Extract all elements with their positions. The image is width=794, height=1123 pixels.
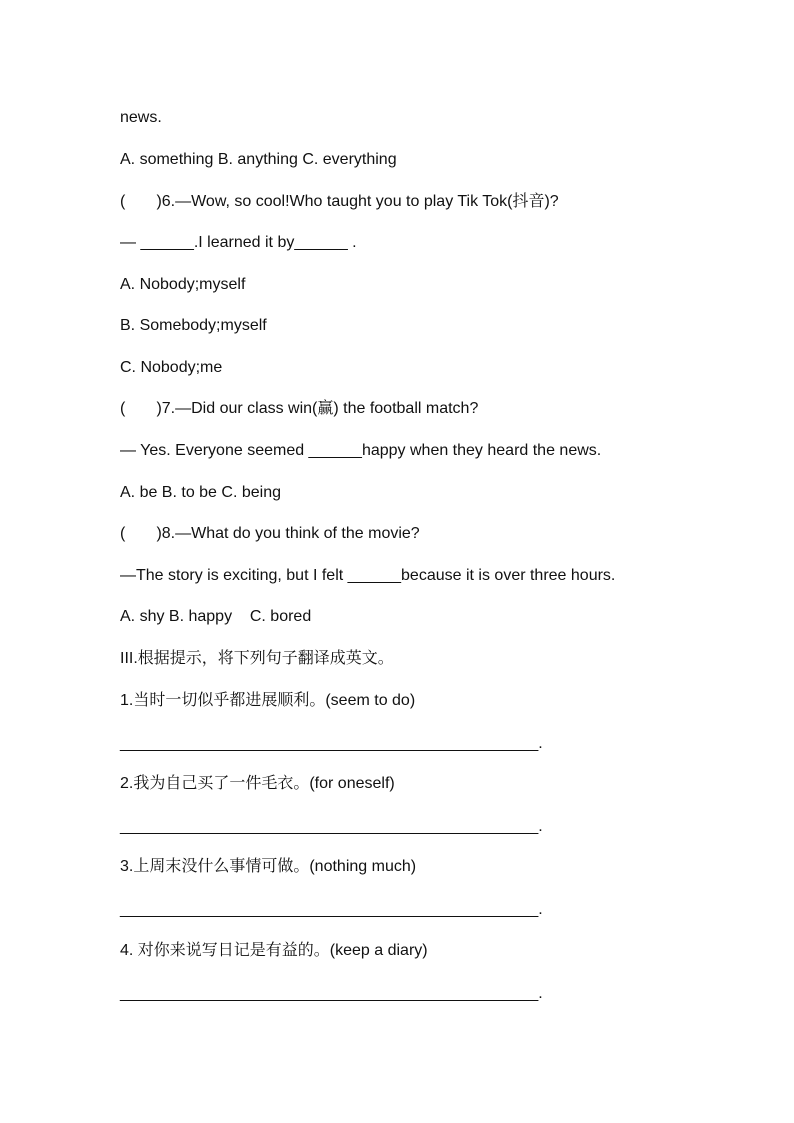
q8-options: A. shy B. happy C. bored — [120, 608, 312, 625]
translation-item-1: 1.当时一切似乎都进展顺利。(seem to do) — [120, 692, 416, 709]
q6-response: — ______.I learned it by______ . — [120, 234, 357, 251]
translation-item-2: 2.我为自己买了一件毛衣。(for oneself) — [120, 775, 395, 792]
answer-blank-2: _______________________________________________. — [120, 818, 543, 835]
q7-question: ( )7.—Did our class win(赢) the football match? — [120, 400, 479, 417]
answer-blank-3: _______________________________________________. — [120, 901, 543, 918]
q7-response: — Yes. Everyone seemed ______happy when they heard the news. — [120, 442, 602, 459]
section-heading: III.根据提示，将下列句子翻译成英文。 — [120, 650, 394, 667]
answer-blank-1: _______________________________________________. — [120, 735, 543, 752]
q8-question: ( )8.—What do you think of the movie? — [120, 525, 420, 542]
q6-option-a: A. Nobody;myself — [120, 276, 246, 293]
q8-response: —The story is exciting, but I felt ______because it is over three hours. — [120, 567, 616, 584]
translation-item-4: 4. 对你来说写日记是有益的。(keep a diary) — [120, 942, 428, 959]
q6-option-c: C. Nobody;me — [120, 359, 223, 376]
translation-item-3: 3.上周末没什么事情可做。(nothing much) — [120, 858, 417, 875]
text-line-news: news. — [120, 109, 162, 126]
q7-options: A. be B. to be C. being — [120, 484, 281, 501]
q6-question: ( )6.—Wow, so cool!Who taught you to play Tik Tok(抖音)? — [120, 193, 559, 210]
answer-blank-4: _______________________________________________. — [120, 985, 543, 1002]
q5-options: A. something B. anything C. everything — [120, 151, 397, 168]
q6-option-b: B. Somebody;myself — [120, 317, 267, 334]
